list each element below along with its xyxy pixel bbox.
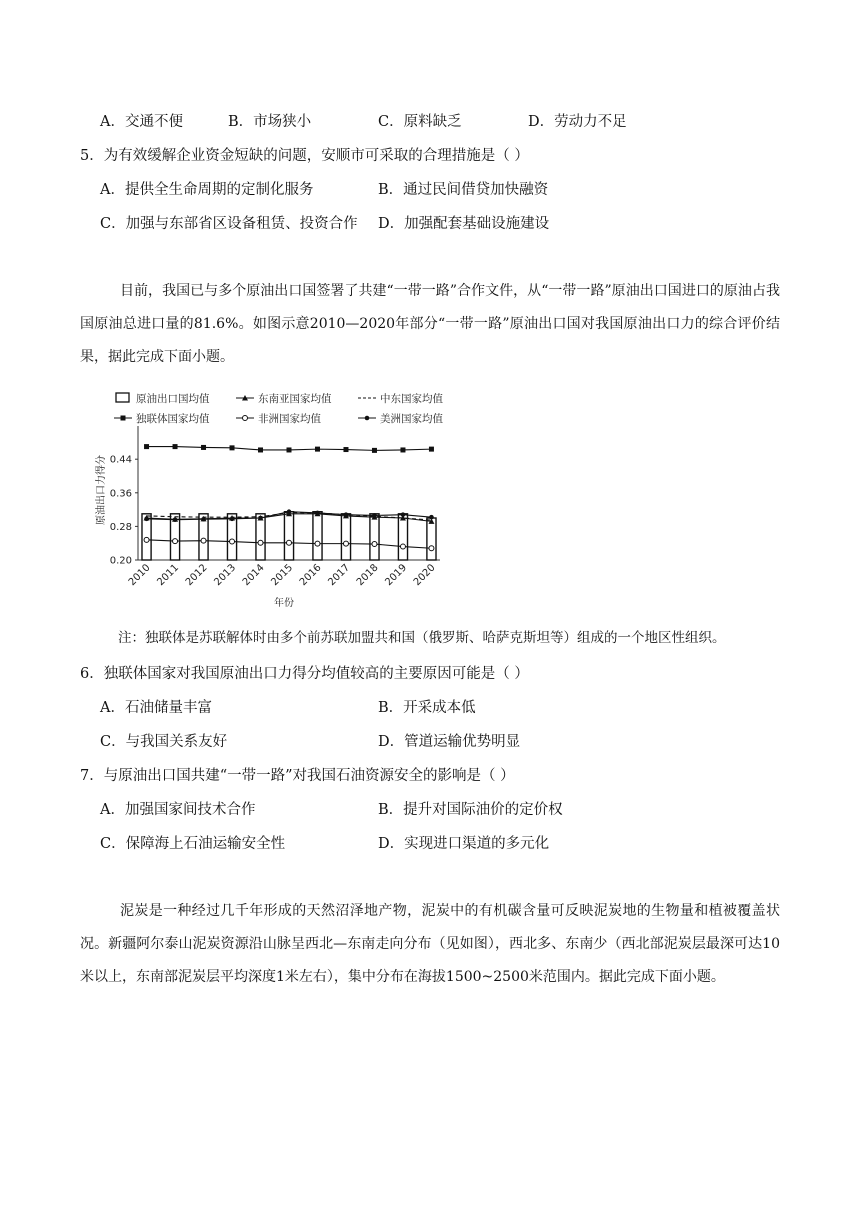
legend-label: 美洲国家均值 <box>380 413 443 425</box>
q7-option-c: C．保障海上石油运输安全性 <box>100 836 286 852</box>
point <box>201 445 206 450</box>
legend-entry <box>114 412 210 425</box>
bar <box>284 512 293 560</box>
point <box>287 509 292 514</box>
point <box>315 447 320 452</box>
point <box>287 447 292 452</box>
q6-stem: 6．独联体国家对我国原油出口力得分均值较高的主要原因可能是（ ） <box>80 666 529 682</box>
q7-option-b: B．提升对国际油价的定价权 <box>378 802 563 818</box>
passage-oil-export: 目前，我国已与多个原油出口国签署了共建“一带一路”合作文件，从“一带一路”原油出口国进口的原油占我国原油总进口量的81.6%。如图示意2010—2020年部分“一带一路”原油出口国对我国原油出口力的综合评价结果，据此完成下面小题。 <box>80 283 780 365</box>
q7-option-a: A．加强国家间技术合作 <box>100 802 256 818</box>
point <box>429 546 434 551</box>
q7-stem: 7．与原油出口国共建“一带一路”对我国石油资源安全的影响是（ ） <box>80 768 515 784</box>
point <box>230 445 235 450</box>
q4-option-c: C．原料缺乏 <box>378 114 462 130</box>
x-tick-label: 2010 <box>126 562 153 589</box>
x-axis-label: 年份 <box>274 598 294 609</box>
point <box>121 416 126 421</box>
point <box>258 540 263 545</box>
x-tick-label: 2020 <box>411 562 438 589</box>
q6-option-d: D．管道运输优势明显 <box>378 734 521 750</box>
q6-option-b: B．开采成本低 <box>378 700 476 716</box>
q5-option-b: B．通过民间借贷加快融资 <box>378 182 549 198</box>
point <box>201 538 206 543</box>
point <box>144 537 149 542</box>
point <box>344 512 349 517</box>
point <box>243 416 248 421</box>
y-axis-label: 原油出口力得分 <box>96 455 107 525</box>
q4-option-b: B．市场狭小 <box>228 114 312 130</box>
point <box>401 512 406 517</box>
q6-option-c: C．与我国关系友好 <box>100 734 228 750</box>
point <box>173 539 178 544</box>
legend-entry <box>236 392 332 405</box>
point <box>201 517 206 522</box>
legend-entry <box>358 392 443 405</box>
point <box>372 542 377 547</box>
x-tick-label: 2014 <box>240 562 267 589</box>
point <box>429 515 434 520</box>
point <box>230 539 235 544</box>
x-tick-label: 2012 <box>183 562 210 589</box>
point <box>144 517 149 522</box>
point <box>372 513 377 518</box>
y-tick-label: 0.36 <box>109 488 132 500</box>
plot-area <box>110 426 440 588</box>
point <box>315 511 320 516</box>
bar <box>398 514 407 560</box>
q5-option-c: C．加强与东部省区设备租赁、投资合作 <box>100 216 358 232</box>
legend-entry <box>116 392 210 405</box>
point <box>400 447 405 452</box>
x-tick-label: 2011 <box>155 562 182 589</box>
bar <box>256 514 265 560</box>
point <box>173 444 178 449</box>
point <box>230 517 235 522</box>
bar <box>427 518 436 560</box>
x-tick-label: 2018 <box>354 562 381 589</box>
point <box>258 447 263 452</box>
bar <box>341 514 350 560</box>
q5-option-d: D．加强配套基础设施建设 <box>378 216 550 232</box>
legend-label: 独联体国家均值 <box>136 413 210 425</box>
point <box>429 447 434 452</box>
legend-entry <box>236 412 321 425</box>
q6-option-a: A．石油储量丰富 <box>100 700 212 716</box>
y-tick-label: 0.28 <box>109 521 132 533</box>
legend-label: 原油出口国均值 <box>136 393 210 405</box>
legend-label: 东南亚国家均值 <box>258 393 332 405</box>
chart-legend <box>114 392 443 425</box>
q5-option-a: A．提供全生命周期的定制化服务 <box>100 182 314 198</box>
passage-peat: 泥炭是一种经过几千年形成的天然沼泽地产物，泥炭中的有机碳含量可反映泥炭地的生物量和植被覆盖状况。新疆阿尔泰山泥炭资源沿山脉呈西北—东南走向分布（见如图），西北多、东南少（西北部泥炭层最深可达10米以上，东南部泥炭层平均深度1米左右），集中分布在海拔1500~2500米范围内。据此完成下面小题。 <box>80 903 780 985</box>
point <box>287 540 292 545</box>
bar <box>370 514 379 560</box>
point <box>365 416 370 421</box>
q7-option-d: D．实现进口渠道的多元化 <box>378 836 550 852</box>
x-tick-label: 2015 <box>269 562 296 589</box>
point <box>258 516 263 521</box>
legend-swatch <box>116 393 129 402</box>
x-tick-label: 2016 <box>297 562 324 589</box>
legend-label: 中东国家均值 <box>380 393 443 405</box>
x-tick-label: 2013 <box>212 562 239 589</box>
point <box>144 444 149 449</box>
q5-stem: 5．为有效缓解企业资金短缺的问题，安顺市可采取的合理措施是（ ） <box>80 148 529 164</box>
q4-option-a: A．交通不便 <box>100 114 183 130</box>
y-tick-label: 0.20 <box>109 555 132 567</box>
point <box>343 447 348 452</box>
point <box>173 517 178 522</box>
point <box>372 448 377 453</box>
chart-note: 注：独联体是苏联解体时由多个前苏联加盟共和国（俄罗斯、哈萨克斯坦等）组成的一个地区性组织。 <box>118 630 726 646</box>
point <box>343 541 348 546</box>
legend-entry <box>358 412 443 425</box>
q4-option-d: D．劳动力不足 <box>528 114 627 130</box>
legend-label: 非洲国家均值 <box>258 413 321 425</box>
series-line <box>144 444 434 453</box>
bar <box>313 512 322 560</box>
point <box>315 541 320 546</box>
oil-export-score-chart <box>88 384 468 616</box>
x-tick-label: 2017 <box>326 562 353 589</box>
point <box>400 544 405 549</box>
y-tick-label: 0.44 <box>109 454 132 466</box>
x-tick-label: 2019 <box>383 562 410 589</box>
